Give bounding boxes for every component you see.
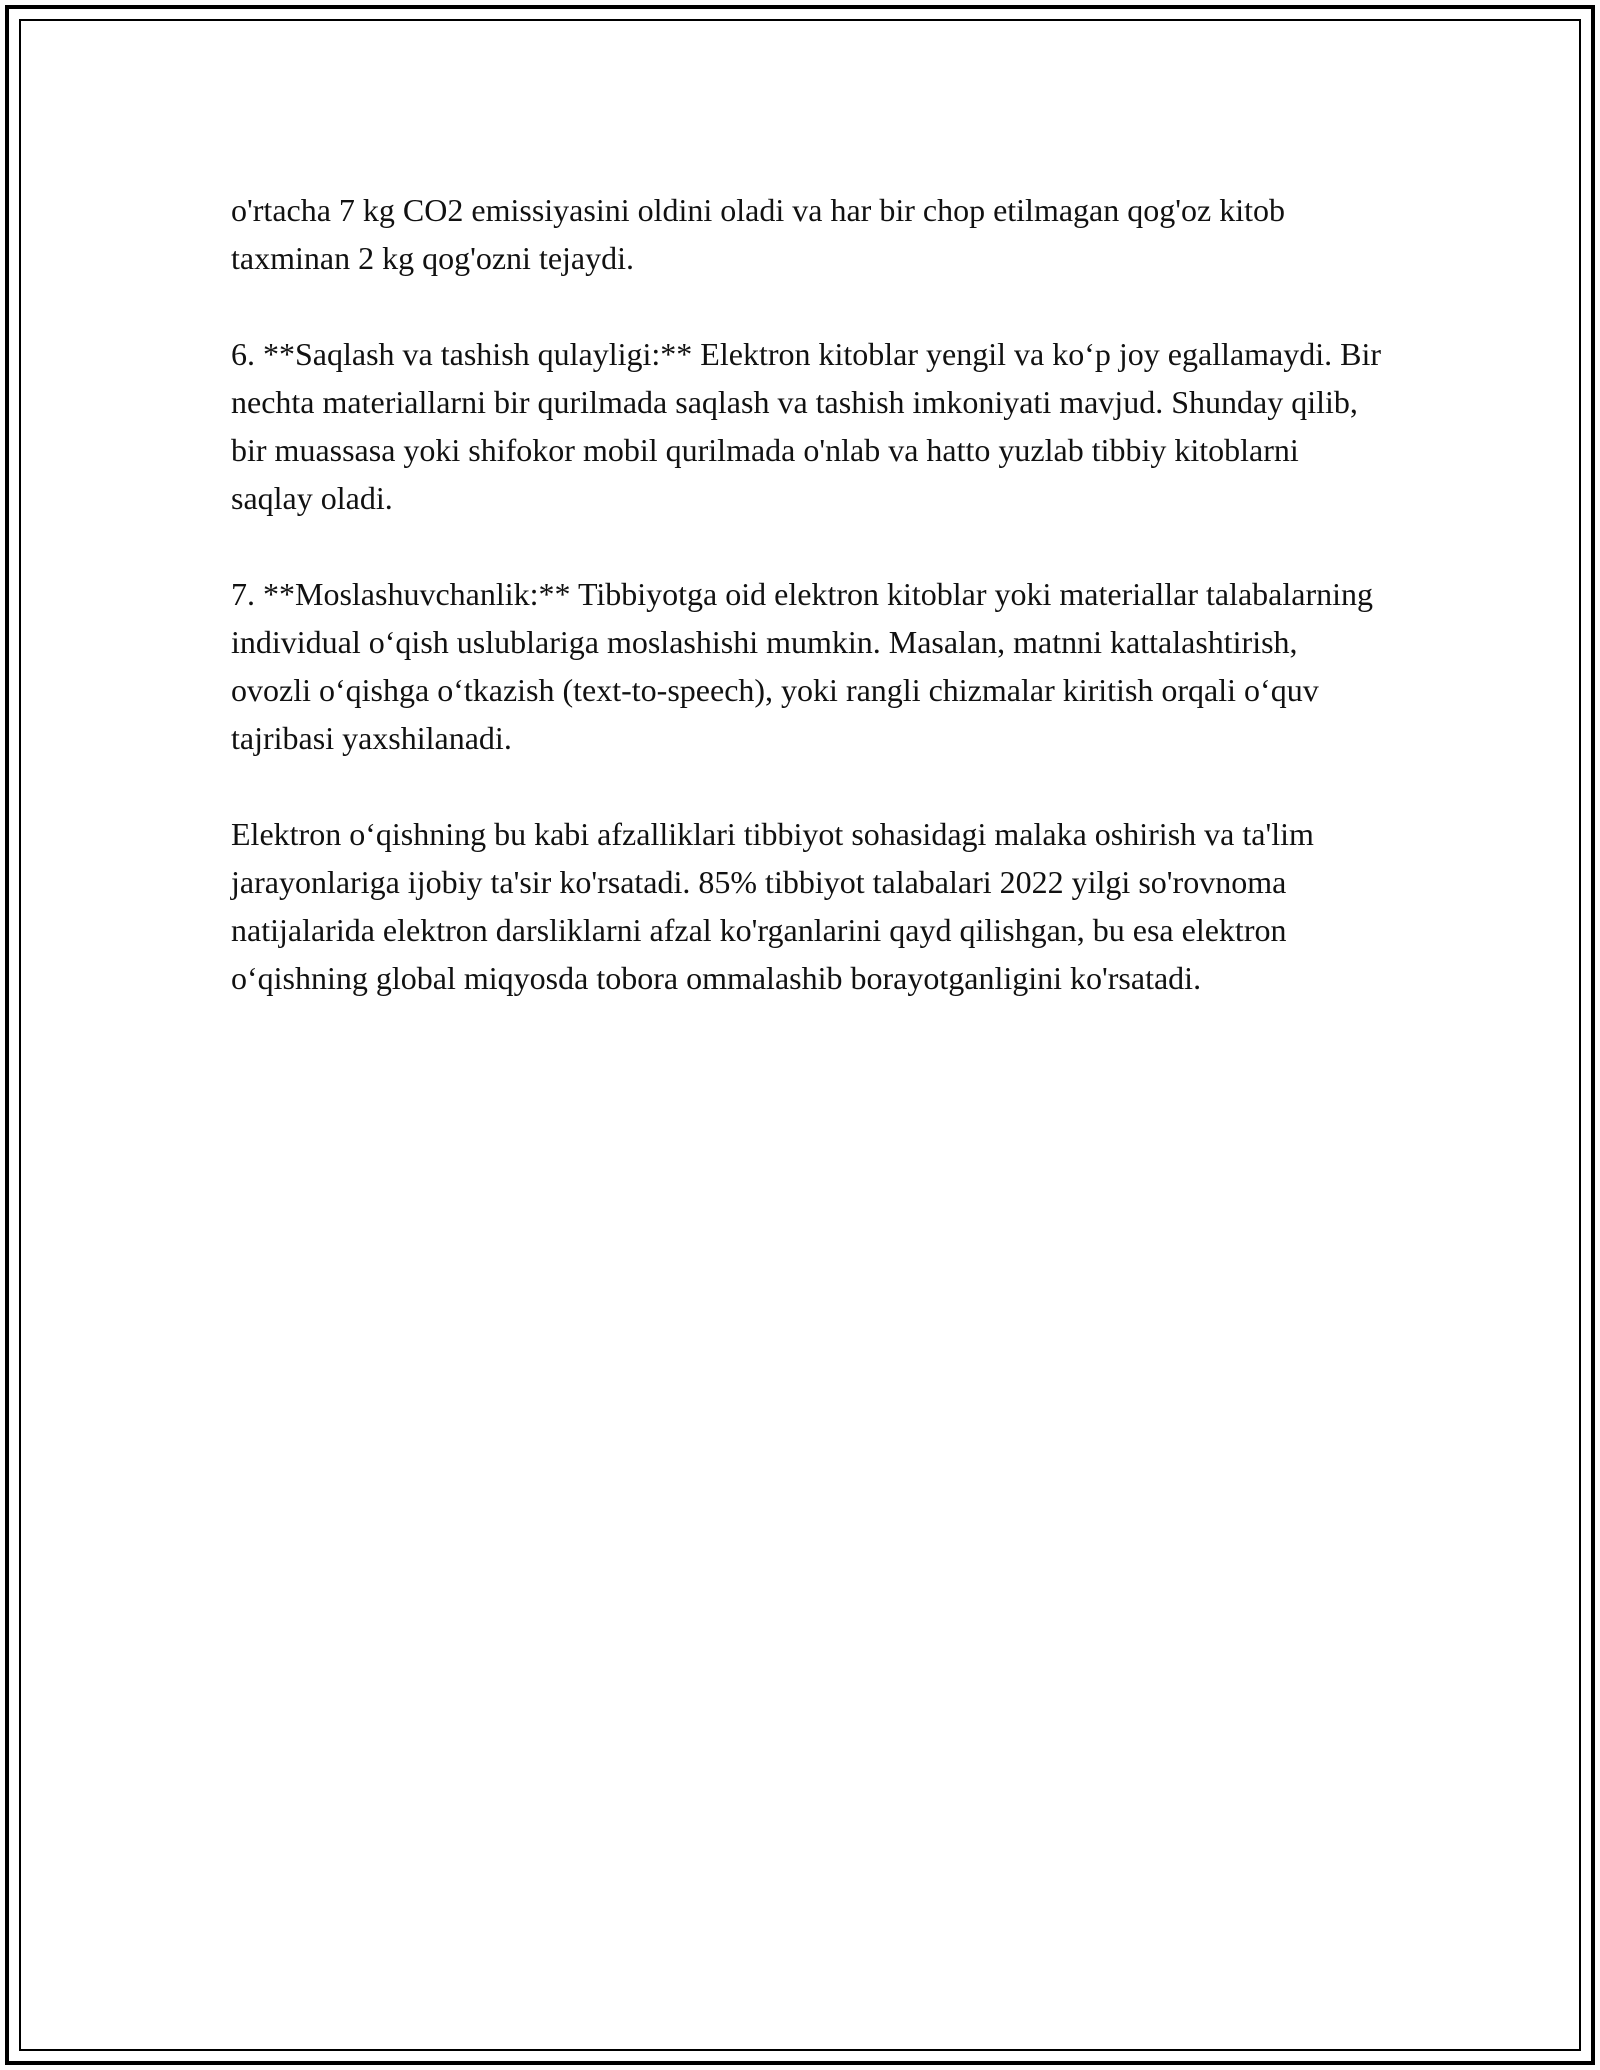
paragraph-emissions: o'rtacha 7 kg CO2 emissiyasini oldini oladi va har bir chop etilmagan qog'oz kitob taxminan 2 kg qog'ozni tejaydi. <box>231 192 1285 276</box>
paragraph-adaptability: 7. **Moslashuvchanlik:** Tibbiyotga oid elektron kitoblar yoki materiallar talabalarning individual o‘qish uslublariga moslashishi mumkin. Masalan, matnni kattalashtirish, ovozli o‘qishga o‘tkazish (text-to-speech), yoki rangli chizmalar kiritish orqali o‘quv tajribasi yaxshilanadi. <box>231 576 1374 756</box>
paragraph-storage-portability: 6. **Saqlash va tashish qulayligi:** Elektron kitoblar yengil va ko‘p joy egallamaydi. Bir nechta materiallarni bir qurilmada saqlash va tashish imkoniyati mavjud. Shunday qilib, bir muassasa yoki shifokor mobil qurilmada o'nlab va hatto yuzlab tibbiy kitoblarni saqlay oladi. <box>231 336 1382 516</box>
document-body <box>231 186 1381 1050</box>
paragraph-conclusion: Elektron o‘qishning bu kabi afzalliklari tibbiyot sohasidagi malaka oshirish va ta'lim jarayonlariga ijobiy ta'sir ko'rsatadi. 85% tibbiyot talabalari 2022 yilgi so'rovnoma natijalarida elektron darsliklarni afzal ko'rganlarini qayd qilishgan, bu esa elektron o‘qishning global miqyosda tobora ommalashib borayotganligini ko'rsatadi. <box>231 816 1314 996</box>
